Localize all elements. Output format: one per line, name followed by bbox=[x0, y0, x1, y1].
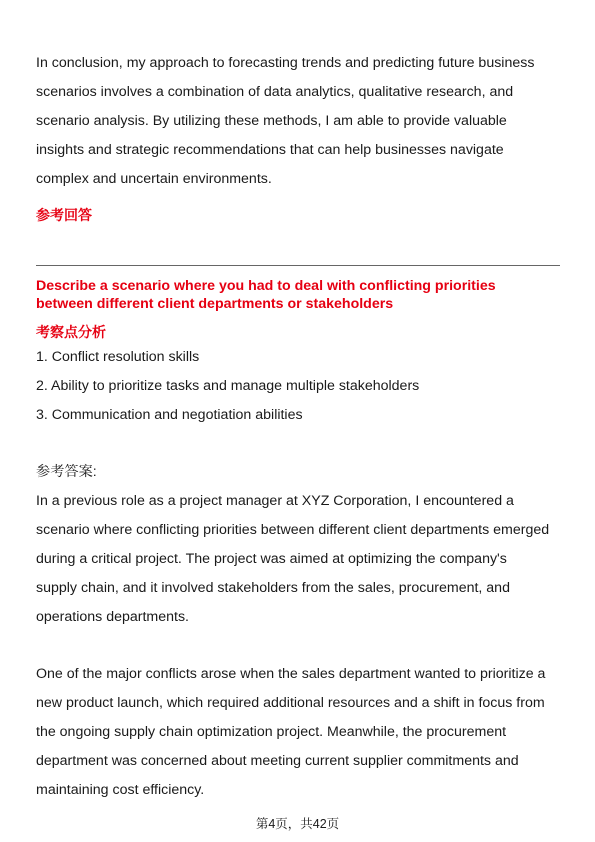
answer-paragraph-2 bbox=[36, 660, 560, 805]
reference-answer-label: 参考回答 bbox=[36, 207, 92, 223]
answer-line: operations departments. bbox=[36, 609, 190, 625]
answer-line: department was concerned about meeting current supplier commitments and bbox=[36, 753, 519, 769]
answer-line: scenario where conflicting priorities between different client departments emerged bbox=[36, 522, 550, 538]
question-title-line: between different client departments or stakeholders bbox=[36, 296, 394, 312]
analysis-points-list bbox=[36, 343, 560, 430]
intro-line: scenarios involves a combination of data analytics, qualitative research, and bbox=[36, 84, 514, 100]
reference-answer-section bbox=[36, 205, 560, 225]
list-item: 1. Conflict resolution skills bbox=[36, 349, 200, 365]
list-item: 3. Communication and negotiation abilities bbox=[36, 407, 303, 423]
intro-paragraph bbox=[36, 49, 560, 194]
answer-line: In a previous role as a project manager at XYZ Corporation, I encountered a bbox=[36, 493, 514, 509]
answer-line: the ongoing supply chain optimization project. Meanwhile, the procurement bbox=[36, 724, 507, 740]
intro-line: In conclusion, my approach to forecasting trends and predicting future business bbox=[36, 55, 535, 71]
answer-line: new product launch, which required additional resources and a shift in focus from bbox=[36, 695, 545, 711]
answer-line: supply chain, and it involved stakeholders from the sales, procurement, and bbox=[36, 580, 510, 596]
answer-paragraph-1 bbox=[36, 487, 560, 632]
question-title-block bbox=[36, 277, 560, 313]
answer-line: during a critical project. The project was aimed at optimizing the company's bbox=[36, 551, 507, 567]
section-divider bbox=[36, 265, 560, 266]
answer-line: One of the major conflicts arose when the sales department wanted to prioritize a bbox=[36, 666, 546, 682]
list-item: 2. Ability to prioritize tasks and manage multiple stakeholders bbox=[36, 378, 420, 394]
intro-line: complex and uncertain environments. bbox=[36, 171, 272, 187]
question-title-line: Describe a scenario where you had to deal with conflicting priorities bbox=[36, 278, 496, 294]
intro-line: insights and strategic recommendations that can help businesses navigate bbox=[36, 142, 504, 158]
analysis-label: 考察点分析 bbox=[36, 324, 106, 340]
answer-line: maintaining cost efficiency. bbox=[36, 782, 205, 798]
analysis-section bbox=[36, 322, 560, 342]
intro-line: scenario analysis. By utilizing these methods, I am able to provide valuable bbox=[36, 113, 507, 129]
answer-label: 参考答案: bbox=[36, 464, 97, 480]
answer-label-block bbox=[36, 458, 560, 487]
page-number-footer: 第4页，共42页 bbox=[255, 817, 340, 831]
